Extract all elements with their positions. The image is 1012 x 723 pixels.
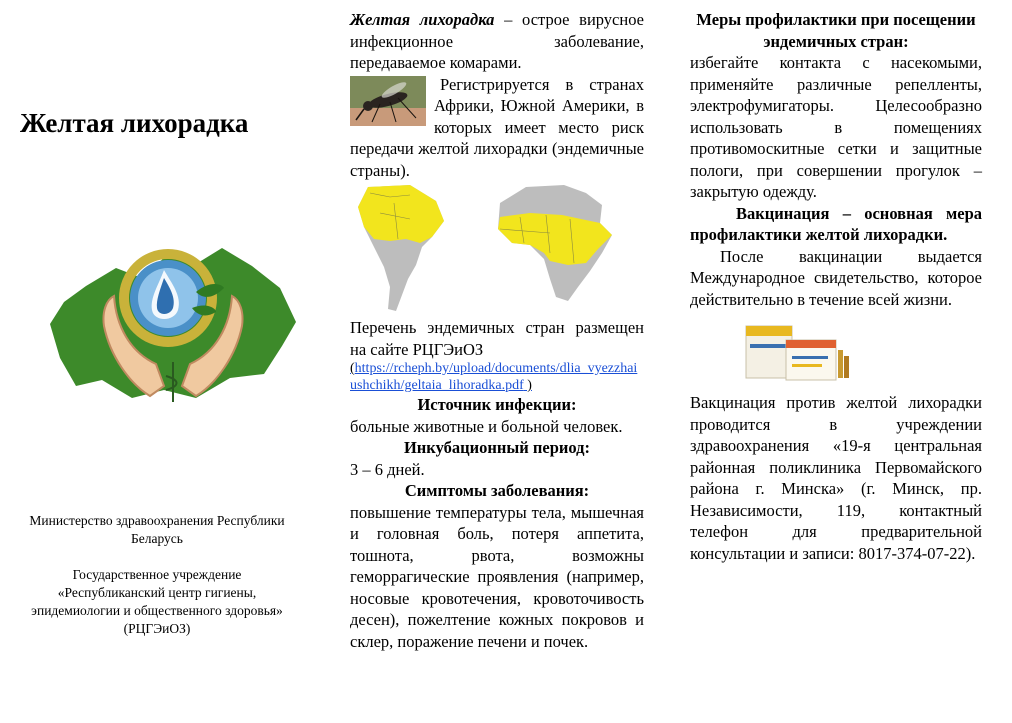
institution-name: Государственное учреждение «Республиканский центр гигиены, эпидемиологии и общественного здоровья» (РЦГЭиОЗ) (31, 567, 283, 636)
ministry-logo-icon (46, 226, 306, 406)
registry-text: Регистрируется в странах Африки, Южной Америки, в которых имеет место риск передачи желтой лихорадки (эндемичные страны). (350, 74, 644, 180)
info-panel (350, 0, 644, 652)
incubation-text: 3 – 6 дней. (350, 459, 425, 479)
brochure-title: Желтая лихорадка (20, 108, 249, 138)
intro-term: Желтая лихорадка (350, 10, 495, 29)
prevention-heading: Меры профилактики при посещении эндемичных стран: (696, 10, 976, 51)
intro-paragraph (350, 9, 644, 74)
certificate-text: После вакцинации выдается Международное свидетельство, которое действительно в течение всей жизни. (690, 246, 982, 309)
symptoms-text: повышение температуры тела, мышечная и головная боль, потеря аппетита, тошнота, рвота, возможны геморрагические проявления (например, носовые кровотечения, кровоточивость десен), пожелтение кожных покровов и склер, поражение печени и почек. (350, 502, 644, 651)
endemic-list-link[interactable] (350, 360, 644, 394)
source-heading: Источник инфекции: (417, 395, 577, 414)
registry-block (350, 74, 644, 182)
source-text: больные животные и больной человек. (350, 416, 623, 436)
symptoms-heading: Симптомы заболевания: (404, 481, 590, 500)
cover-panel (0, 0, 330, 723)
link-close-paren: ) (523, 378, 532, 393)
prevention-text: избегайте контакта с насекомыми, применяйте различные репелленты, электрофумигаторы. Целесообразно использовать в помещениях противомоскитные сетки и защитные пологи, при совершении прогулок – закрытую одежду. (690, 53, 982, 201)
link-open-paren: ( (350, 361, 355, 376)
incubation-heading: Инкубационный период: (403, 438, 591, 457)
prevention-panel (690, 0, 982, 564)
intro-definition: – острое вирусное инфекционное заболевание, передаваемое комарами. (350, 10, 644, 72)
mosquito-photo-icon (350, 76, 426, 126)
vaccination-heading: Вакцинация – основная мера профилактики желтой лихорадки. (690, 203, 982, 244)
vaccine-package-icon (740, 316, 850, 384)
list-text: Перечень эндемичных стран размещен на сайте РЦГЭиОЗ (350, 318, 644, 359)
endemic-maps-icon (350, 183, 644, 313)
vaccination-place-text: Вакцинация против желтой лихорадки проводится в учреждении здравоохранения «19-я центральная районная поликлиника Первомайского района г. Минска» (г. Минск, пр. Независимости, 119, контактный телефон для предварительной консультации и записи: 8017-374-07-22). (690, 393, 982, 563)
ministry-name: Министерство здравоохранения Республики Беларусь (29, 513, 285, 546)
link-url[interactable]: https://rcheph.by/upload/documents/dlia_vyezzhaiushchikh/geltaia_lihoradka.pdf (350, 361, 638, 393)
